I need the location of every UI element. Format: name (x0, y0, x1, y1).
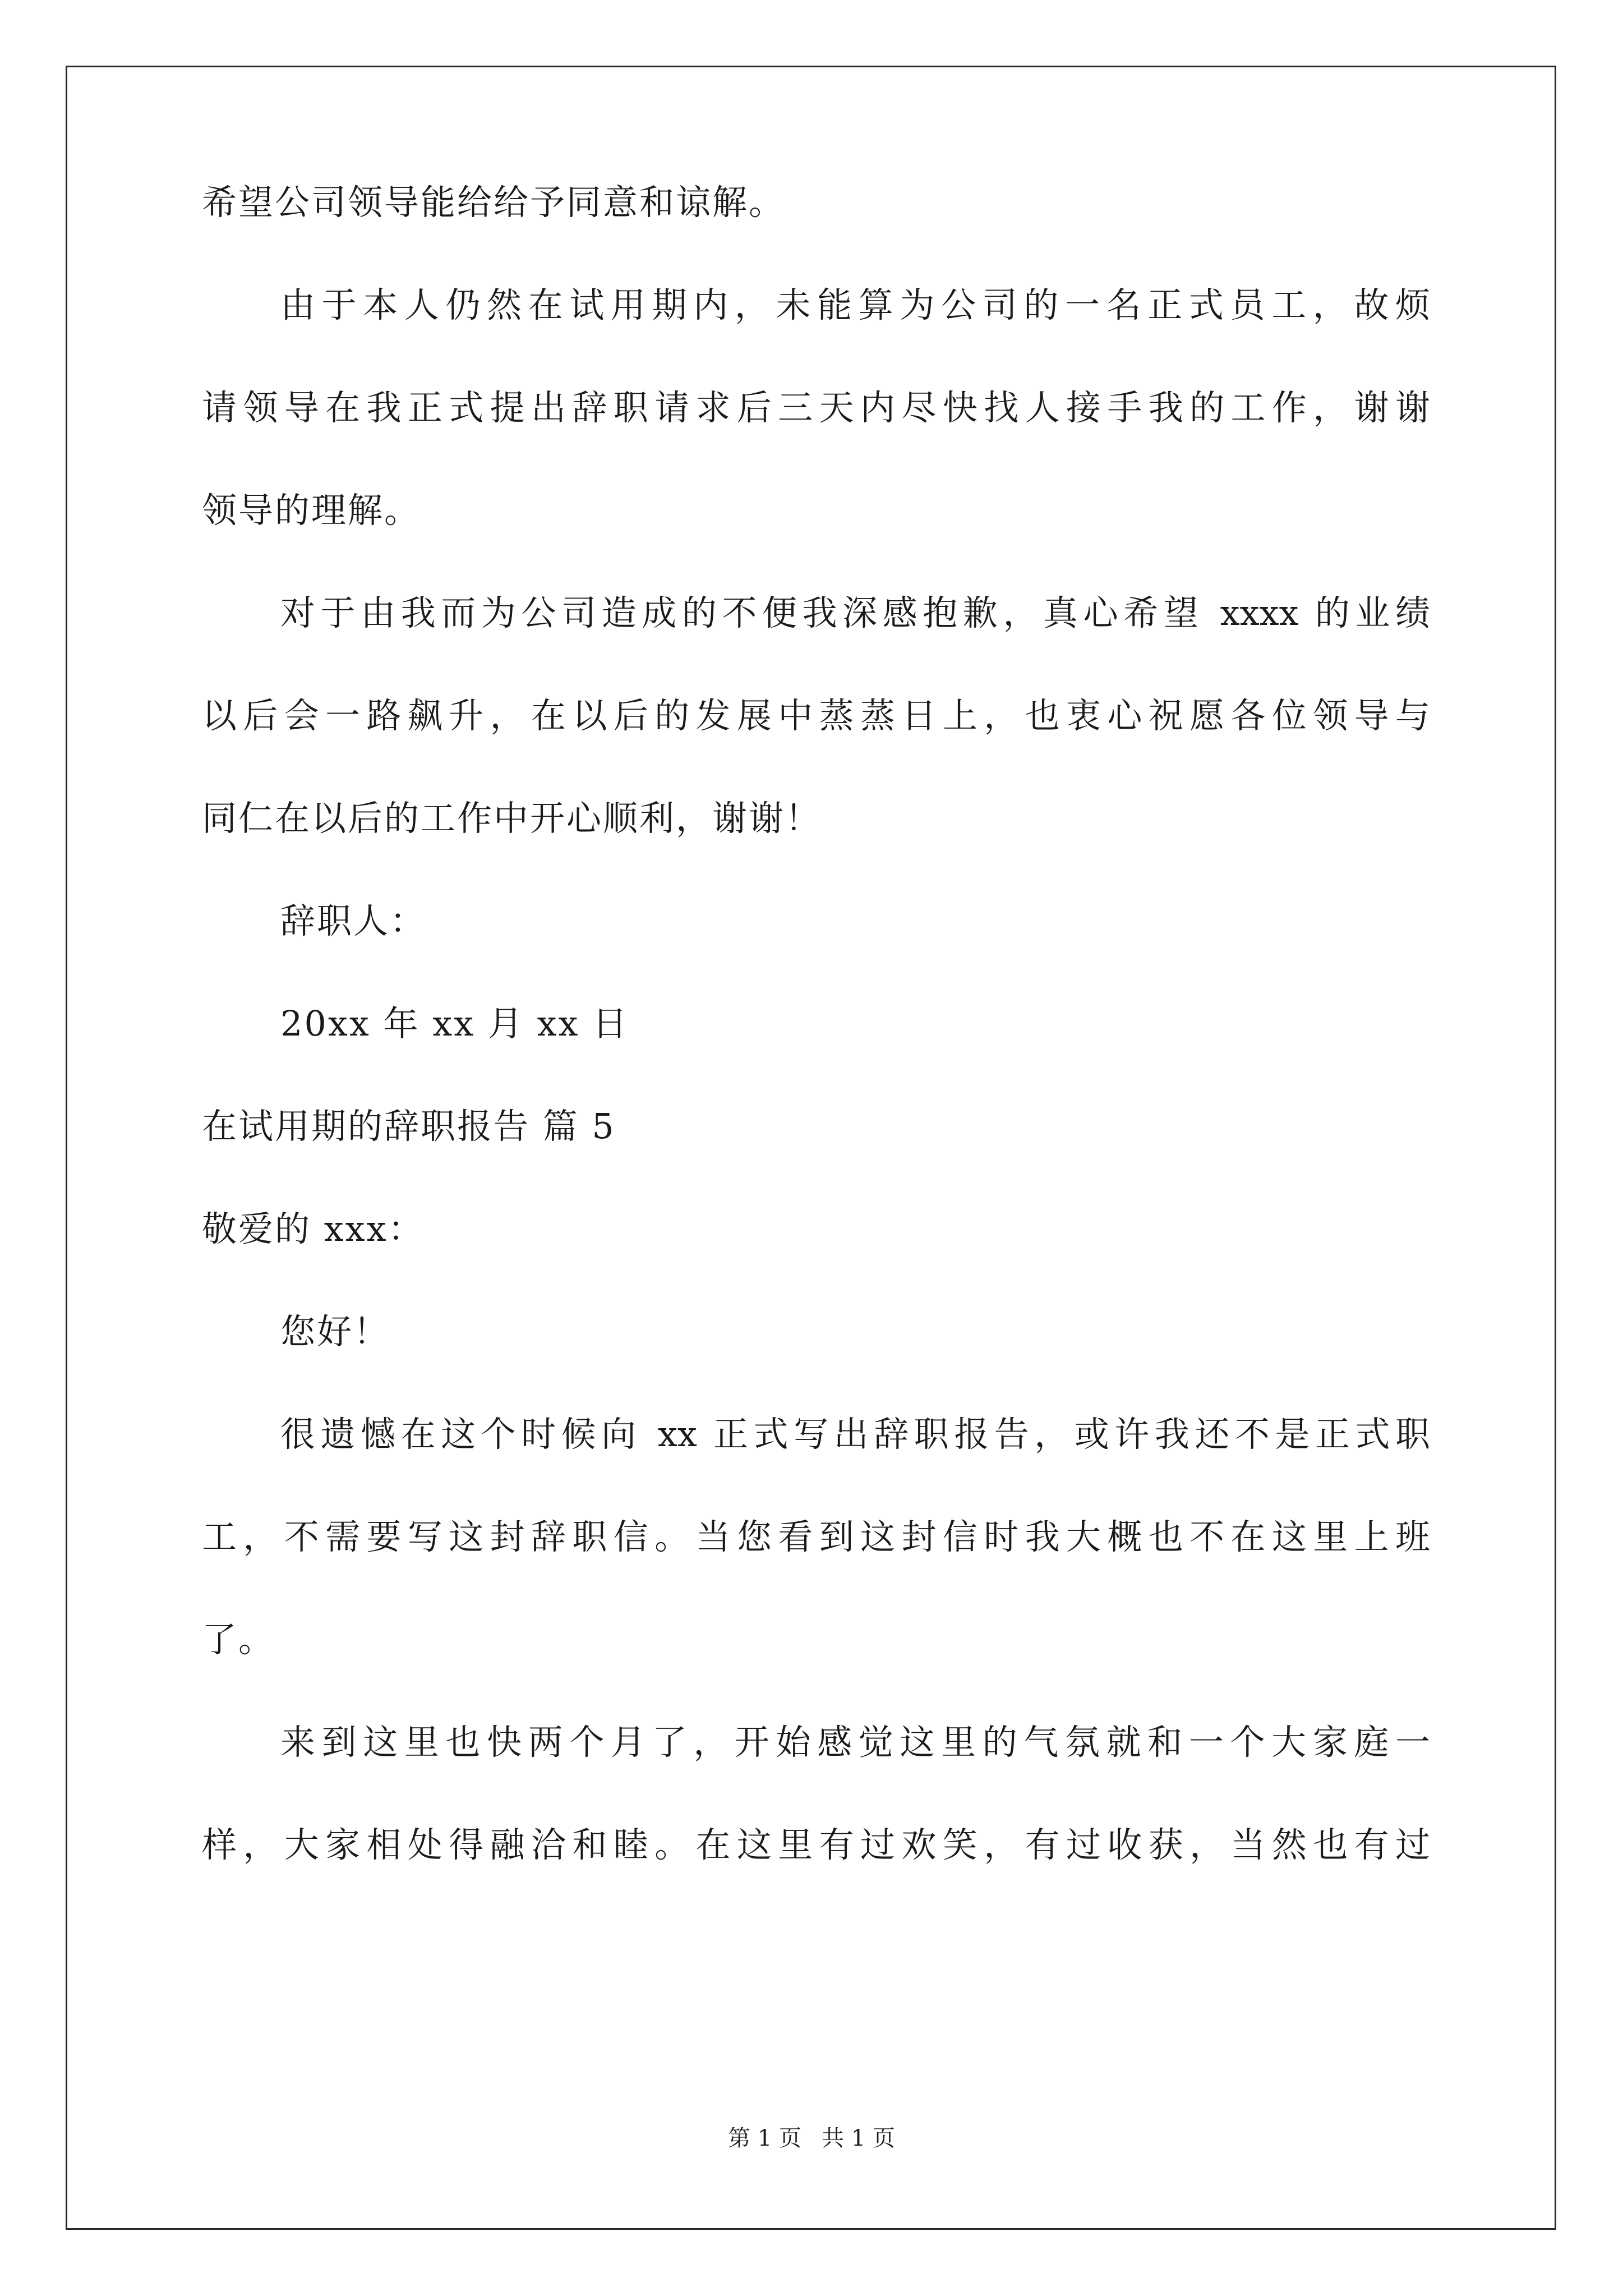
text-line: 了。 (202, 1619, 275, 1660)
section-heading: 在试用期的辞职报告 篇 5 (202, 1106, 616, 1147)
page-footer (0, 2127, 1623, 2150)
salutation: 敬爱的 xxx： (202, 1208, 425, 1249)
page-number: 第 1 页 (728, 2125, 801, 2151)
text-line: 工，不需要写这封辞职信。当您看到这封信时我大概也不在这里上班 (202, 1516, 1430, 1557)
text-line: 领导的理解。 (202, 490, 421, 531)
text-line: 由于本人仍然在试用期内，未能算为公司的一名正式员工，故烦 (280, 284, 1430, 325)
text-line: 对于由我而为公司造成的不便我深感抱歉，真心希望 xxxx 的业绩 (280, 592, 1430, 633)
text-line: 希望公司领导能给给予同意和谅解。 (202, 182, 786, 223)
text-line: 同仁在以后的工作中开心顺利，谢谢！ (202, 798, 822, 839)
greeting: 您好！ (280, 1311, 390, 1352)
text-line: 样，大家相处得融洽和睦。在这里有过欢笑，有过收获，当然也有过 (202, 1824, 1430, 1865)
text-line: 很遗憾在这个时候向 xx 正式写出辞职报告，或许我还不是正式职 (280, 1414, 1430, 1455)
text-line: 以后会一路飙升，在以后的发展中蒸蒸日上，也衷心祝愿各位领导与 (202, 695, 1430, 736)
date-line: 20xx 年 xx 月 xx 日 (280, 1003, 629, 1044)
signature-label: 辞职人： (280, 900, 427, 941)
text-line: 请领导在我正式提出辞职请求后三天内尽快找人接手我的工作，谢谢 (202, 387, 1430, 428)
page-total: 共 1 页 (822, 2125, 895, 2151)
text-line: 来到这里也快两个月了，开始感觉这里的气氛就和一个大家庭一 (280, 1722, 1430, 1763)
